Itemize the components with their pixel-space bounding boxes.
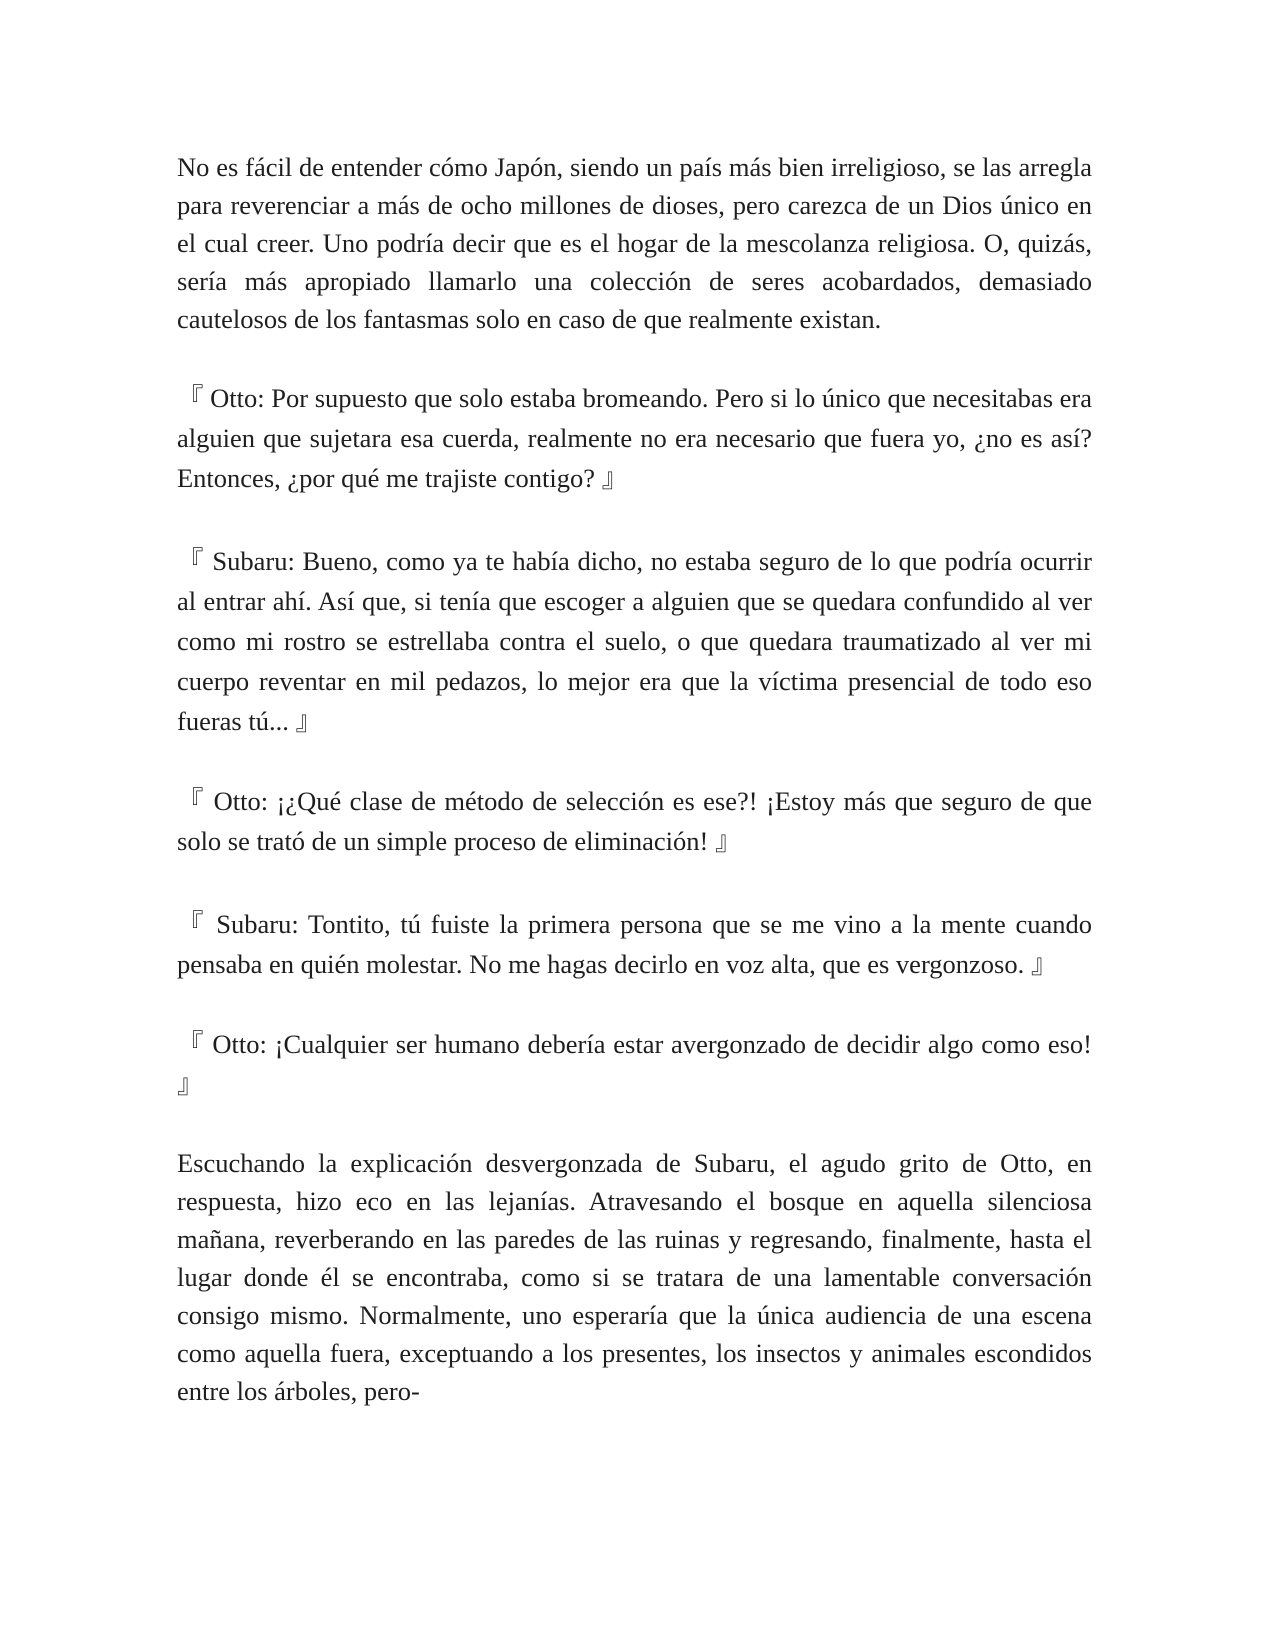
paragraph-dialogue-subaru-2: 『 Subaru: Tontito, tú fuiste la primera persona que se me vino a la mente cuando pensaba en quién molestar. No me hagas decirlo en voz alta, que es vergonzoso. 』 bbox=[177, 909, 1092, 979]
paragraph-narration-closing: Escuchando la explicación desvergonzada de Subaru, el agudo grito de Otto, en respuesta, hizo eco en las lejanías. Atravesando el bosque en aquella silenciosa mañana, reverberando en las paredes de las ruinas y regresando, finalmente, hasta el lugar donde él se encontraba, como si se tratara de una lamentable conversación consigo mismo. Normalmente, uno esperaría que la única audiencia de una escena como aquella fuera, exceptuando a los presentes, los insectos y animales escondidos entre los árboles, pero- bbox=[177, 1148, 1092, 1406]
paragraph-dialogue-otto-1: 『 Otto: Por supuesto que solo estaba bromeando. Pero si lo único que necesitabas era alguien que sujetara esa cuerda, realmente no era necesario que fuera yo, ¿no es así? Entonces, ¿por qué me trajiste contigo? 』 bbox=[177, 383, 1092, 493]
document-body bbox=[177, 148, 1092, 1410]
paragraph-dialogue-otto-2: 『 Otto: ¡¿Qué clase de método de selección es ese?! ¡Estoy más que seguro de que solo se trató de un simple proceso de eliminación! 』 bbox=[177, 786, 1092, 856]
paragraph-dialogue-subaru-1: 『 Subaru: Bueno, como ya te había dicho, no estaba seguro de lo que podría ocurrir al entrar ahí. Así que, si tenía que escoger a alguien que se quedara confundido al ver como mi rostro se estrellaba contra el suelo, o que quedara traumatizado al ver mi cuerpo reventar en mil pedazos, lo mejor era que la víctima presencial de todo eso fueras tú... 』 bbox=[177, 546, 1092, 736]
paragraph-dialogue-otto-3: 『 Otto: ¡Cualquier ser humano debería estar avergonzado de decidir algo como eso! 』 bbox=[177, 1029, 1092, 1099]
paragraph-narration-intro: No es fácil de entender cómo Japón, siendo un país más bien irreligioso, se las arregla para reverenciar a más de ocho millones de dioses, pero carezca de un Dios único en el cual creer. Uno podría decir que es el hogar de la mescolanza religiosa. O, quizás, sería más apropiado llamarlo una colección de seres acobardados, demasiado cautelosos de los fantasmas solo en caso de que realmente existan. bbox=[177, 152, 1092, 334]
